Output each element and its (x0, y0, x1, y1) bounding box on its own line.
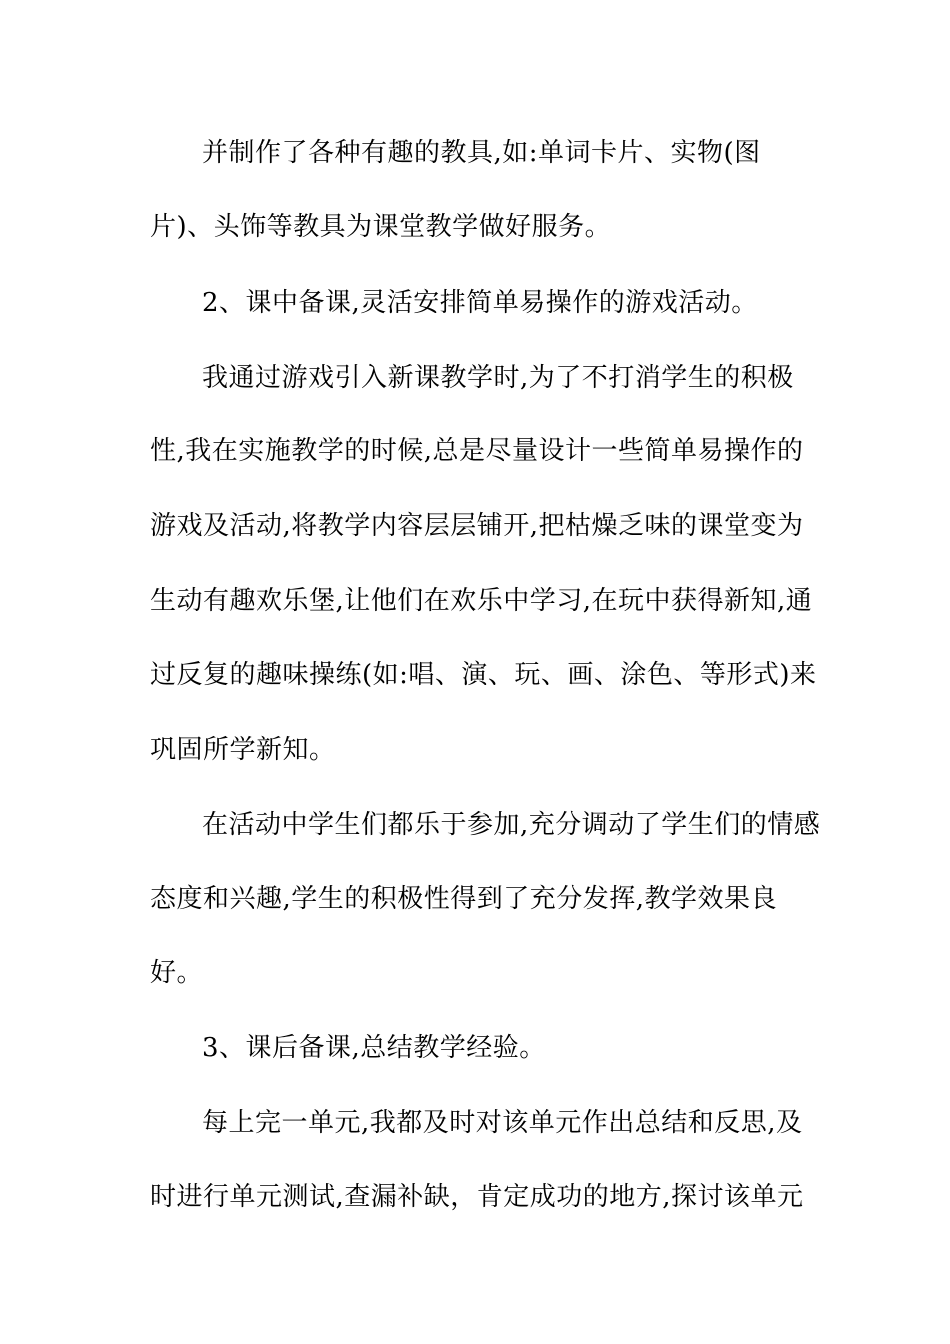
paragraph-line: 巩固所学新知。 (150, 735, 336, 765)
section-heading: 2、课中备课,灵活安排简单易操作的游戏活动。 (202, 288, 758, 318)
paragraph-line: 并制作了各种有趣的教具,如:单词卡片、实物(图 (202, 138, 761, 168)
paragraph-line: 好。 (150, 958, 204, 988)
paragraph-line: 片)、头饰等教具为课堂教学做好服务。 (150, 212, 612, 242)
paragraph-line: 我通过游戏引入新课教学时,为了不打消学生的积极 (202, 363, 794, 393)
paragraph-line: 态度和兴趣,学生的积极性得到了充分发挥,教学效果良 (150, 884, 778, 914)
paragraph-line: 在活动中学生们都乐于参加,充分调动了学生们的情感 (202, 810, 821, 840)
paragraph-line: 性,我在实施教学的时候,总是尽量设计一些简单易操作的 (150, 436, 804, 466)
paragraph-line: 每上完一单元,我都及时对该单元作出总结和反思,及 (202, 1108, 803, 1138)
paragraph-line: 生动有趣欢乐堡,让他们在欢乐中学习,在玩中获得新知,通 (150, 586, 813, 616)
paragraph-line: 过反复的趣味操练(如:唱、演、玩、画、涂色、等形式)来 (150, 660, 817, 690)
paragraph-line: 时进行单元测试,查漏补缺，肯定成功的地方,探讨该单元 (150, 1182, 804, 1212)
paragraph-line: 游戏及活动,将教学内容层层铺开,把枯燥乏味的课堂变为 (150, 511, 804, 541)
section-heading: 3、课后备课,总结教学经验。 (202, 1033, 546, 1063)
